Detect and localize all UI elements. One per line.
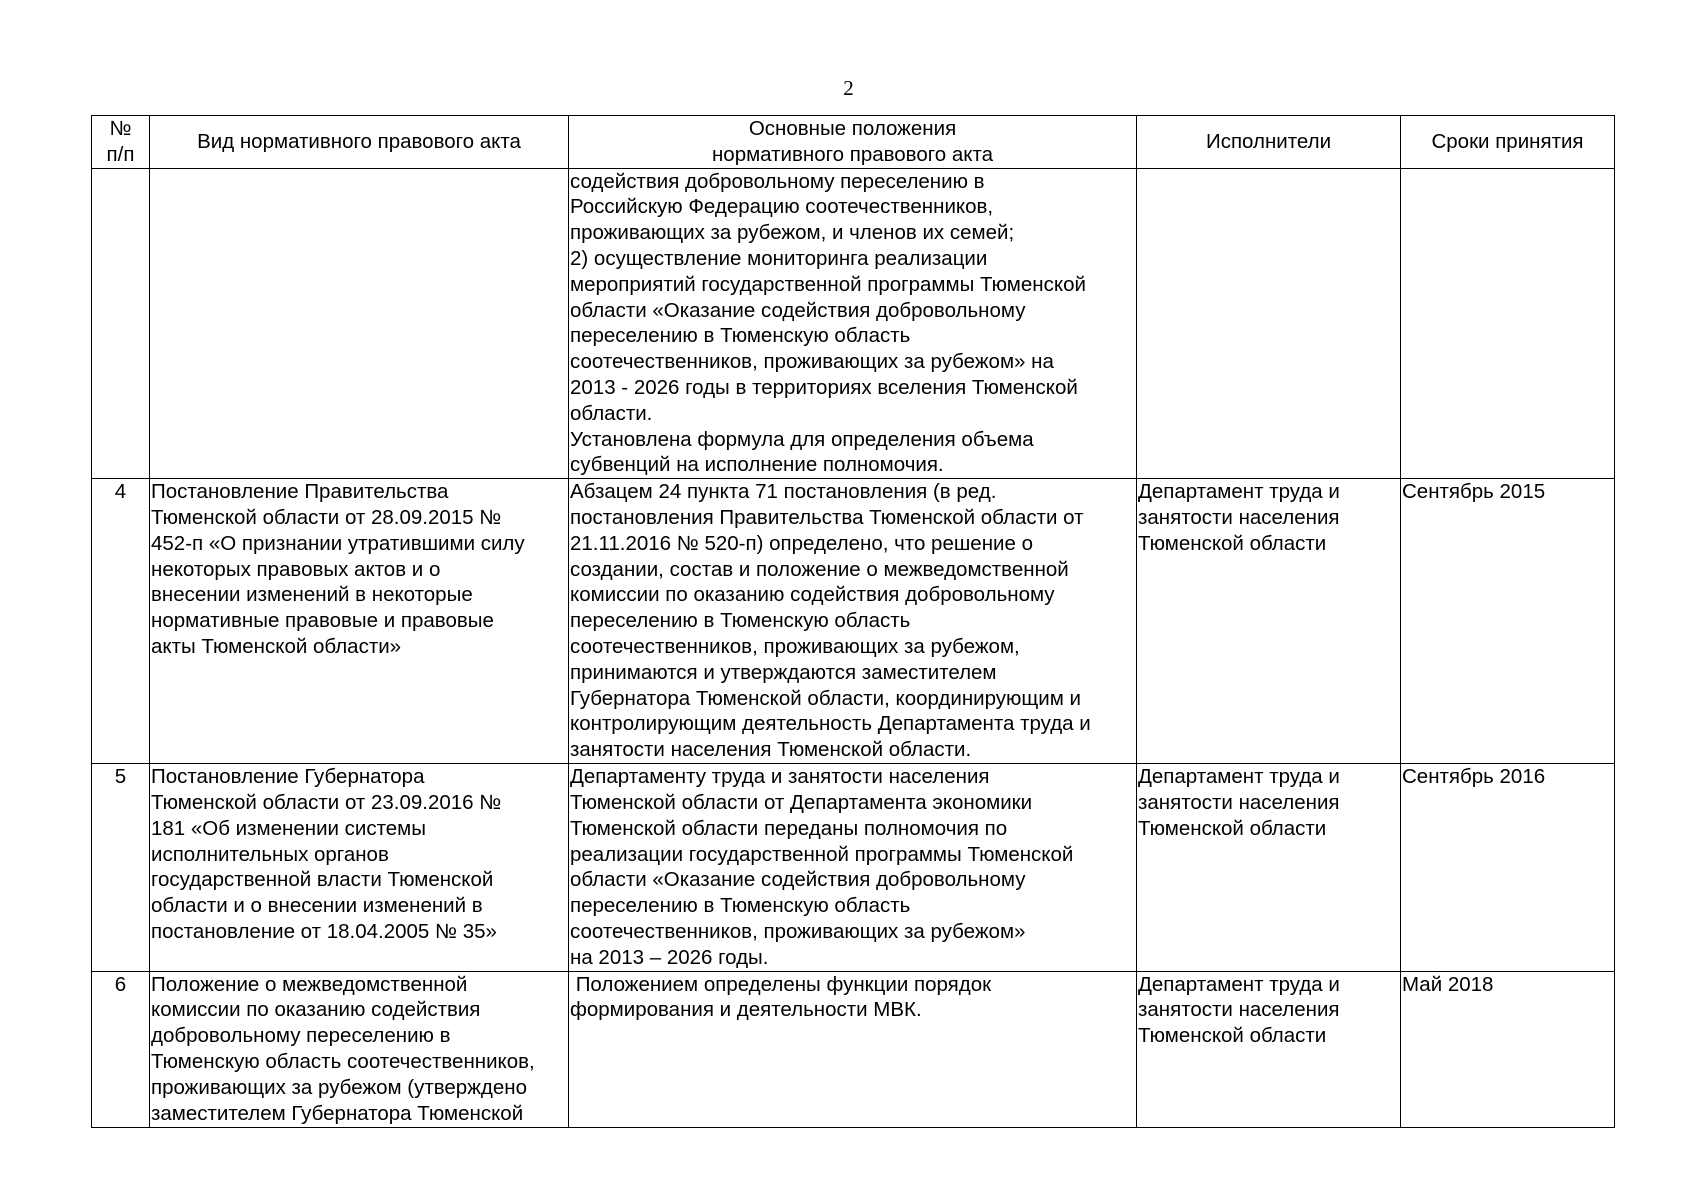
executors-line: занятости населения <box>1138 998 1340 1022</box>
header-act-type-label: Вид нормативного правового акта <box>197 129 521 153</box>
act-type-line: Тюменской области от 28.09.2015 № <box>151 505 502 529</box>
act-type-line: Постановление Правительства <box>151 480 449 504</box>
act-type-line: некоторых правовых актов и о <box>151 557 441 581</box>
provisions-line: области «Оказание содействия добровольному <box>570 298 1026 322</box>
provisions-line: принимаются и утверждаются заместителем <box>570 660 997 684</box>
act-type-line: Положение о межведомственной <box>151 972 468 996</box>
act-type-line: государственной власти Тюменской <box>151 868 494 892</box>
executors-line: Департамент труда и <box>1138 765 1340 789</box>
row-number-cell: 5 <box>92 764 150 971</box>
act-type-cell <box>150 168 569 479</box>
act-type-line: исполнительных органов <box>151 842 389 866</box>
provisions-line: области. <box>570 401 653 425</box>
row-number-cell <box>92 168 150 479</box>
act-type-line: Тюменскую область соотечественников, <box>151 1049 535 1073</box>
row-number-cell: 4 <box>92 479 150 764</box>
provisions-line: соотечественников, проживающих за рубежом, <box>570 634 1020 658</box>
header-executors-label: Исполнители <box>1205 129 1332 153</box>
provisions-line: 21.11.2016 № 520-п) определено, что решение о <box>570 531 1033 555</box>
provisions-line: переселению в Тюменскую область <box>570 324 911 348</box>
act-type-line: постановление от 18.04.2005 № 35» <box>151 919 497 943</box>
provisions-line: соотечественников, проживающих за рубежом» <box>570 919 1026 943</box>
provisions-line: формирования и деятельности МВК. <box>570 998 922 1022</box>
executors-cell <box>1137 479 1401 764</box>
row-number-cell: 6 <box>92 971 150 1127</box>
executors-cell <box>1137 168 1401 479</box>
executors-line: Тюменской области <box>1138 816 1327 840</box>
table-row <box>92 168 1615 479</box>
header-executors <box>1137 116 1401 169</box>
provisions-cell <box>569 971 1137 1127</box>
act-type-line: добровольному переселению в <box>151 1024 451 1048</box>
table-row <box>92 764 1615 971</box>
header-act-type <box>150 116 569 169</box>
legal-acts-table <box>91 115 1615 1128</box>
table-row <box>92 479 1615 764</box>
deadline-cell: Май 2018 <box>1401 971 1615 1127</box>
deadline-cell: Сентябрь 2016 <box>1401 764 1615 971</box>
deadline-cell <box>1401 168 1615 479</box>
act-type-line: проживающих за рубежом (утверждено <box>151 1075 527 1099</box>
provisions-line: переселению в Тюменскую область <box>570 894 911 918</box>
act-type-line: 452-п «О признании утратившими силу <box>151 531 525 555</box>
provisions-line: комиссии по оказанию содействия добровольному <box>570 583 1055 607</box>
act-type-line: заместителем Губернатора Тюменской <box>151 1101 524 1125</box>
provisions-line: проживающих за рубежом, и членов их семей; <box>570 221 1015 245</box>
act-type-line: акты Тюменской области» <box>151 634 402 658</box>
executors-line: занятости населения <box>1138 505 1340 529</box>
act-type-line: Тюменской области от 23.09.2016 № <box>151 790 502 814</box>
provisions-line: Тюменской области переданы полномочия по <box>570 816 1008 840</box>
header-provisions-line-1: Основные положения <box>748 117 957 140</box>
provisions-line: области «Оказание содействия добровольному <box>570 868 1026 892</box>
provisions-cell <box>569 168 1137 479</box>
provisions-line: Установлена формула для определения объема <box>570 427 1034 451</box>
header-provisions <box>569 116 1137 169</box>
provisions-line: занятости населения Тюменской области. <box>570 738 972 762</box>
provisions-line: мероприятий государственной программы Тюменской <box>570 272 1086 296</box>
executors-cell <box>1137 971 1401 1127</box>
provisions-cell <box>569 479 1137 764</box>
executors-cell <box>1137 764 1401 971</box>
table-row <box>92 971 1615 1127</box>
act-type-line: области и о внесении изменений в <box>151 894 483 918</box>
act-type-line: комиссии по оказанию содействия <box>151 998 481 1022</box>
provisions-line: Российскую Федерацию соотечественников, <box>570 195 994 219</box>
executors-line: Департамент труда и <box>1138 972 1340 996</box>
act-type-cell <box>150 971 569 1127</box>
act-type-line: нормативные правовые и правовые <box>151 609 494 633</box>
provisions-cell <box>569 764 1137 971</box>
provisions-line: контролирующим деятельность Департамента труда и <box>570 712 1091 736</box>
act-type-cell <box>150 764 569 971</box>
executors-line: Департамент труда и <box>1138 480 1340 504</box>
provisions-line: субвенций на исполнение полномочия. <box>570 453 944 477</box>
deadline-cell: Сентябрь 2015 <box>1401 479 1615 764</box>
provisions-line: Губернатора Тюменской области, координирующим и <box>570 686 1081 710</box>
provisions-line: 2) осуществление мониторинга реализации <box>570 246 988 270</box>
act-type-line: Постановление Губернатора <box>151 765 425 789</box>
header-number <box>92 116 150 169</box>
provisions-line: создании, состав и положение о межведомственной <box>570 557 1069 581</box>
header-deadline-label: Сроки принятия <box>1431 129 1584 153</box>
act-type-line: 181 «Об изменении системы <box>151 816 427 840</box>
provisions-line: Департаменту труда и занятости населения <box>570 765 990 789</box>
provisions-line: 2013 - 2026 годы в территориях вселения Тюменской <box>570 375 1078 399</box>
act-type-cell <box>150 479 569 764</box>
provisions-line: Абзацем 24 пункта 71 постановления (в ред. <box>570 480 997 504</box>
executors-line: занятости населения <box>1138 790 1340 814</box>
provisions-line: Тюменской области от Департамента экономики <box>570 790 1033 814</box>
executors-line: Тюменской области <box>1138 1024 1327 1048</box>
header-number-line-2: п/п <box>106 142 135 166</box>
header-provisions-line-2: нормативного правового акта <box>711 142 994 166</box>
provisions-line: содействия добровольному переселению в <box>570 169 985 193</box>
header-number-line-1: № <box>109 117 132 140</box>
provisions-line: постановления Правительства Тюменской области от <box>570 505 1084 529</box>
executors-line: Тюменской области <box>1138 531 1327 555</box>
header-deadline <box>1401 116 1615 169</box>
provisions-line: переселению в Тюменскую область <box>570 609 911 633</box>
provisions-line: соотечественников, проживающих за рубежом» на <box>570 350 1054 374</box>
provisions-line: Положением определены функции порядок <box>570 972 992 996</box>
act-type-line: внесении изменений в некоторые <box>151 583 473 607</box>
provisions-line: реализации государственной программы Тюменской <box>570 842 1074 866</box>
table-header-row <box>92 116 1615 169</box>
page-number: 2 <box>843 76 854 100</box>
provisions-line: на 2013 – 2026 годы. <box>570 945 769 969</box>
